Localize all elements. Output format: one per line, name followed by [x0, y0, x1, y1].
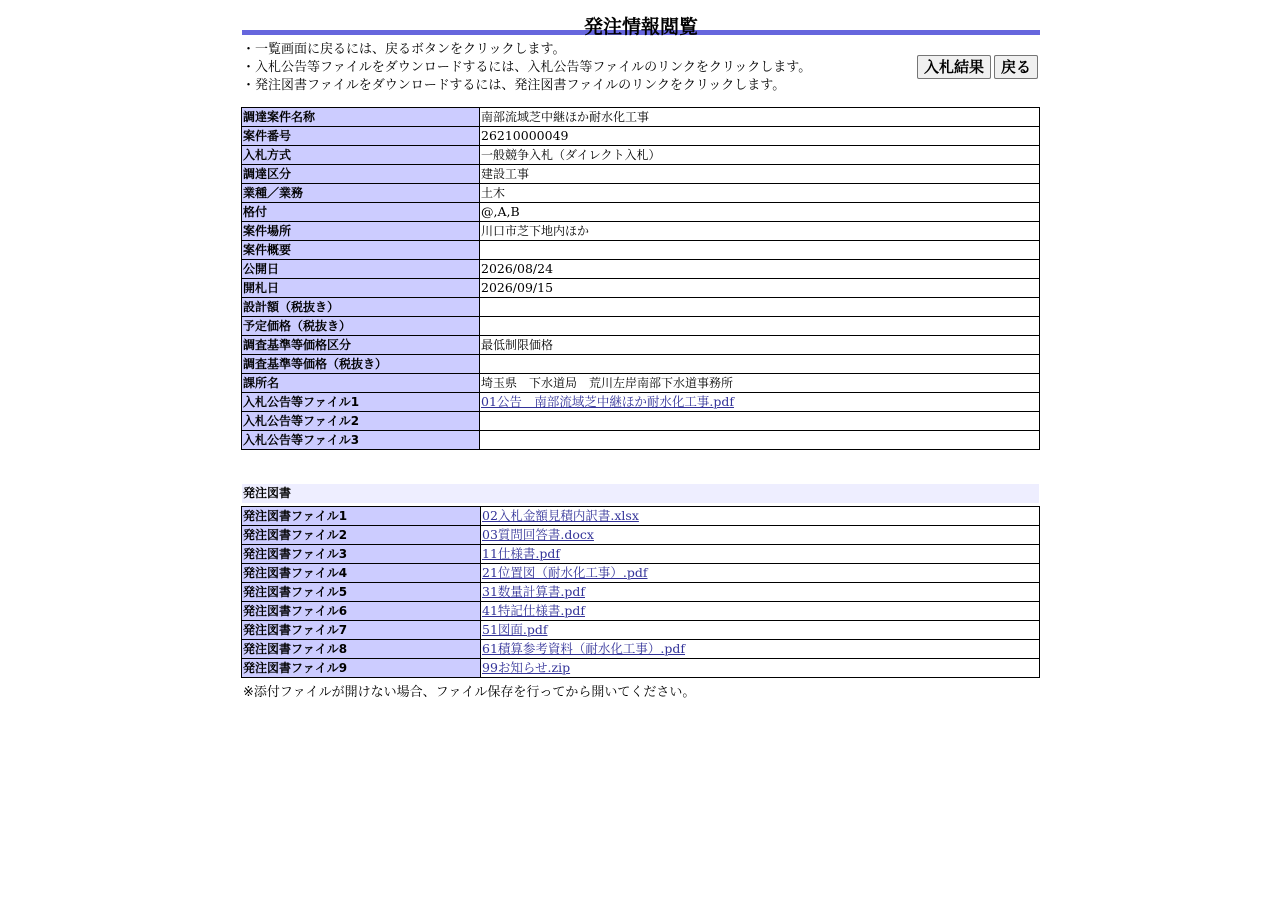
table-row	[242, 108, 1040, 127]
row-label: 入札公告等ファイル2	[242, 412, 480, 431]
table-row	[242, 545, 1040, 564]
doc-file-cell	[481, 583, 1040, 602]
docs-section-heading: 発注図書	[242, 484, 1039, 503]
notice-file-1-link[interactable]: 01公告 南部流域芝中継ほか耐水化工事.pdf	[481, 394, 735, 409]
doc-file-3-link[interactable]: 11仕様書.pdf	[482, 546, 561, 561]
table-row	[242, 374, 1040, 393]
notice-file-2	[480, 412, 1040, 431]
doc-file-8-link[interactable]: 61積算参考資料（耐水化工事）.pdf	[482, 641, 686, 656]
doc-file-1-link[interactable]: 02入札金額見積内訳書.xlsx	[482, 508, 639, 523]
planned-price	[480, 317, 1040, 336]
table-row	[242, 507, 1040, 526]
doc-file-cell	[481, 545, 1040, 564]
instruction-notice-files: ・入札公告等ファイルをダウンロードするには、入札公告等ファイルのリンクをクリックします。	[242, 60, 812, 75]
doc-file-9-link[interactable]: 99お知らせ.zip	[482, 660, 571, 675]
row-label: 公開日	[242, 260, 480, 279]
doc-file-4-link[interactable]: 21位置図（耐水化工事）.pdf	[482, 565, 648, 580]
row-label: 調査基準等価格区分	[242, 336, 480, 355]
row-label: 発注図書ファイル7	[242, 621, 481, 640]
table-row	[242, 393, 1040, 412]
bid-results-button[interactable]: 入札結果	[917, 55, 991, 79]
table-row	[242, 564, 1040, 583]
table-row	[242, 336, 1040, 355]
row-label: 発注図書ファイル2	[242, 526, 481, 545]
instruction-back: ・一覧画面に戻るには、戻るボタンをクリックします。	[242, 42, 566, 57]
table-row	[242, 146, 1040, 165]
row-label: 発注図書ファイル1	[242, 507, 481, 526]
table-row	[242, 260, 1040, 279]
action-buttons	[917, 55, 1038, 79]
row-label: 格付	[242, 203, 480, 222]
instructions	[242, 41, 1040, 95]
back-button[interactable]: 戻る	[994, 55, 1038, 79]
docs-table	[241, 506, 1040, 678]
table-row	[242, 431, 1040, 450]
rating: @,A,B	[480, 203, 1040, 222]
project-location: 川口市芝下地内ほか	[480, 222, 1040, 241]
table-row	[242, 184, 1040, 203]
row-label: 発注図書ファイル4	[242, 564, 481, 583]
table-row	[242, 317, 1040, 336]
doc-file-5-link[interactable]: 31数量計算書.pdf	[482, 584, 586, 599]
table-row	[242, 298, 1040, 317]
page	[242, 0, 1040, 700]
survey-price	[480, 355, 1040, 374]
doc-file-cell	[481, 640, 1040, 659]
row-label: 入札方式	[242, 146, 480, 165]
business-type: 土木	[480, 184, 1040, 203]
row-label: 発注図書ファイル8	[242, 640, 481, 659]
doc-file-cell	[481, 507, 1040, 526]
doc-file-2-link[interactable]: 03質問回答書.docx	[482, 527, 594, 542]
row-label: 入札公告等ファイル1	[242, 393, 480, 412]
row-label: 課所名	[242, 374, 480, 393]
row-label: 入札公告等ファイル3	[242, 431, 480, 450]
table-row	[242, 621, 1040, 640]
doc-file-6-link[interactable]: 41特記仕様書.pdf	[482, 603, 586, 618]
table-row	[242, 602, 1040, 621]
row-label: 案件場所	[242, 222, 480, 241]
table-row	[242, 526, 1040, 545]
table-row	[242, 241, 1040, 260]
notice-file-3	[480, 431, 1040, 450]
project-summary	[480, 241, 1040, 260]
row-label: 調達案件名称	[242, 108, 480, 127]
row-label: 調査基準等価格（税抜き）	[242, 355, 480, 374]
table-row	[242, 355, 1040, 374]
page-title: 発注情報閲覧	[583, 16, 698, 38]
row-label: 案件番号	[242, 127, 480, 146]
row-label: 発注図書ファイル3	[242, 545, 481, 564]
row-label: 開札日	[242, 279, 480, 298]
project-info-table	[241, 107, 1040, 450]
row-label: 調達区分	[242, 165, 480, 184]
row-label: 案件概要	[242, 241, 480, 260]
table-row	[242, 203, 1040, 222]
doc-file-cell	[481, 659, 1040, 678]
publish-date: 2026/08/24	[480, 260, 1040, 279]
procurement-category: 建設工事	[480, 165, 1040, 184]
doc-file-cell	[481, 602, 1040, 621]
table-row	[242, 659, 1040, 678]
table-row	[242, 640, 1040, 659]
doc-file-cell	[481, 564, 1040, 583]
table-row	[242, 583, 1040, 602]
row-label: 発注図書ファイル9	[242, 659, 481, 678]
notice-file-1-cell	[480, 393, 1040, 412]
attachment-note: ※添付ファイルが開けない場合、ファイル保存を行ってから開いてください。	[243, 685, 696, 700]
opening-date: 2026/09/15	[480, 279, 1040, 298]
table-row	[242, 412, 1040, 431]
doc-file-cell	[481, 526, 1040, 545]
project-number: 26210000049	[480, 127, 1040, 146]
instruction-doc-files: ・発注図書ファイルをダウンロードするには、発注図書ファイルのリンクをクリックします。	[242, 78, 786, 93]
table-row	[242, 127, 1040, 146]
survey-price-category: 最低制限価格	[480, 336, 1040, 355]
department-name: 埼玉県 下水道局 荒川左岸南部下水道事務所	[480, 374, 1040, 393]
table-row	[242, 222, 1040, 241]
design-amount	[480, 298, 1040, 317]
table-row	[242, 279, 1040, 298]
doc-file-cell	[481, 621, 1040, 640]
row-label: 発注図書ファイル6	[242, 602, 481, 621]
table-row	[242, 165, 1040, 184]
row-label: 設計額（税抜き）	[242, 298, 480, 317]
bid-method: 一般競争入札（ダイレクト入札）	[480, 146, 1040, 165]
doc-file-7-link[interactable]: 51図面.pdf	[482, 622, 548, 637]
row-label: 業種／業務	[242, 184, 480, 203]
project-name: 南部流域芝中継ほか耐水化工事	[480, 108, 1040, 127]
row-label: 発注図書ファイル5	[242, 583, 481, 602]
row-label: 予定価格（税抜き）	[242, 317, 480, 336]
